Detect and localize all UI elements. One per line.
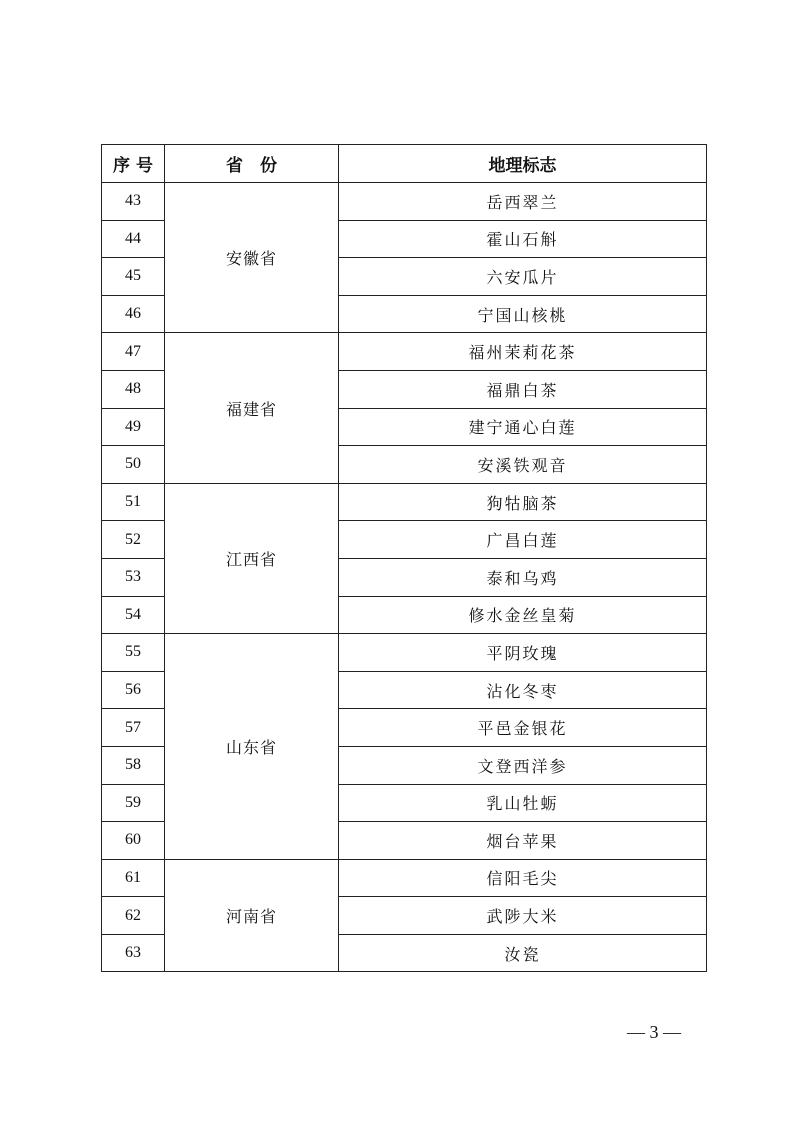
geographic-indication-cell: 汝瓷 [339,934,707,972]
geographic-indication-cell: 乳山牡蛎 [339,784,707,822]
header-geographic-indication: 地理标志 [339,145,707,183]
serial-number-cell: 46 [102,295,165,333]
geographic-indication-cell: 狗牯脑茶 [339,483,707,521]
serial-number-cell: 57 [102,709,165,747]
table-row [102,483,707,521]
serial-number-cell: 53 [102,558,165,596]
serial-number-cell: 59 [102,784,165,822]
geographic-indication-table [101,144,707,972]
province-cell: 山东省 [165,634,339,860]
geographic-indication-cell: 建宁通心白莲 [339,408,707,446]
table-row [102,333,707,371]
table-row [102,634,707,672]
geographic-indication-cell: 广昌白莲 [339,521,707,559]
serial-number-cell: 54 [102,596,165,634]
serial-number-cell: 61 [102,859,165,897]
geographic-indication-cell: 沾化冬枣 [339,671,707,709]
province-cell: 河南省 [165,859,339,972]
table-row [102,183,707,221]
serial-number-cell: 44 [102,220,165,258]
geographic-indication-cell: 福州茉莉花茶 [339,333,707,371]
table-row [102,859,707,897]
province-cell: 安徽省 [165,183,339,333]
table-header-row [102,145,707,183]
geographic-indication-cell: 文登西洋参 [339,746,707,784]
geographic-indication-cell: 福鼎白茶 [339,370,707,408]
serial-number-cell: 56 [102,671,165,709]
serial-number-cell: 47 [102,333,165,371]
serial-number-cell: 45 [102,258,165,296]
page-number: — 3 — [627,1022,681,1042]
serial-number-cell: 52 [102,521,165,559]
geographic-indication-cell: 烟台苹果 [339,822,707,860]
geographic-indication-cell: 信阳毛尖 [339,859,707,897]
geographic-indication-cell: 平阴玫瑰 [339,634,707,672]
province-cell: 福建省 [165,333,339,483]
header-province: 省 份 [165,145,339,183]
serial-number-cell: 51 [102,483,165,521]
geographic-indication-cell: 六安瓜片 [339,258,707,296]
table-body [102,183,707,972]
serial-number-cell: 50 [102,446,165,484]
serial-number-cell: 48 [102,370,165,408]
serial-number-cell: 43 [102,183,165,221]
serial-number-cell: 60 [102,822,165,860]
geographic-indication-cell: 岳西翠兰 [339,183,707,221]
geographic-indication-cell: 安溪铁观音 [339,446,707,484]
geographic-indication-cell: 平邑金银花 [339,709,707,747]
header-serial-number: 序 号 [102,145,165,183]
serial-number-cell: 55 [102,634,165,672]
geographic-indication-cell: 武陟大米 [339,897,707,935]
geographic-indication-cell: 修水金丝皇菊 [339,596,707,634]
geographic-indication-cell: 霍山石斛 [339,220,707,258]
geographic-indication-cell: 宁国山核桃 [339,295,707,333]
serial-number-cell: 49 [102,408,165,446]
serial-number-cell: 63 [102,934,165,972]
province-cell: 江西省 [165,483,339,633]
serial-number-cell: 62 [102,897,165,935]
serial-number-cell: 58 [102,746,165,784]
geographic-indication-cell: 泰和乌鸡 [339,558,707,596]
